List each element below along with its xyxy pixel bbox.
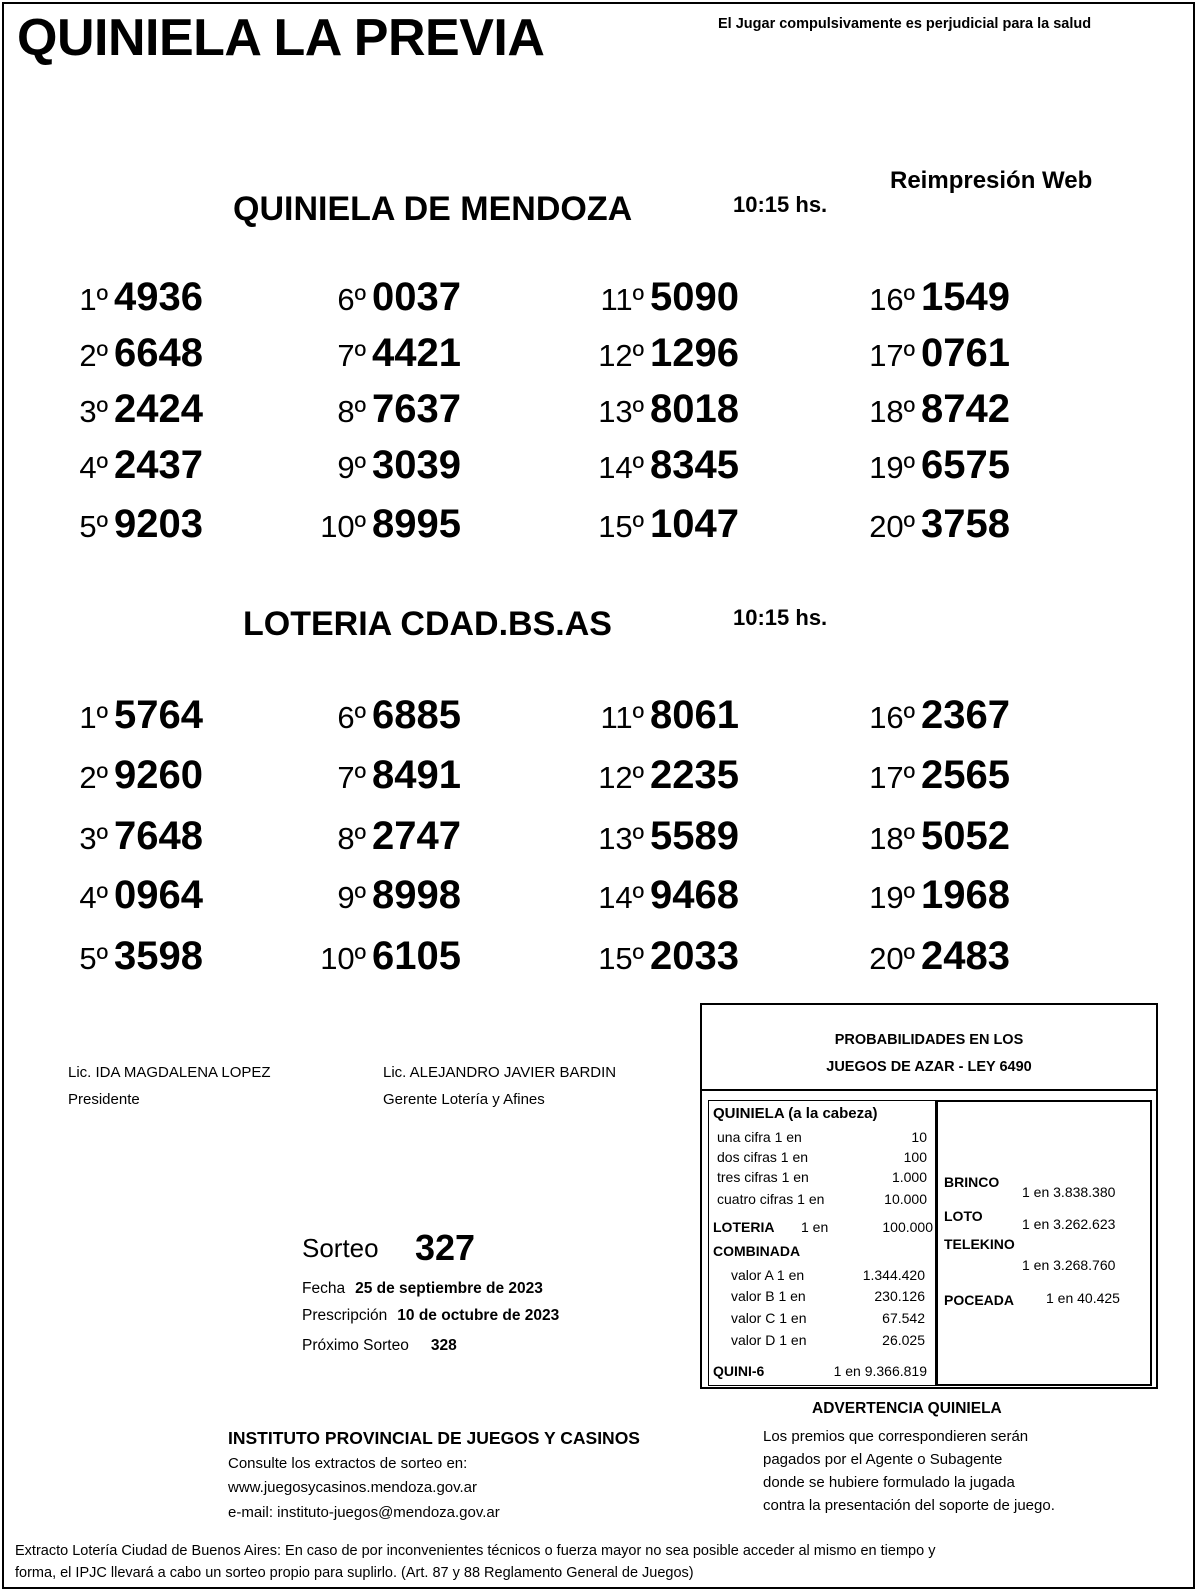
result-number: 2033 bbox=[650, 934, 739, 978]
quiniela-prob-label: una cifra 1 en bbox=[717, 1129, 802, 1145]
combinada-prob-label: valor D 1 en bbox=[731, 1332, 807, 1348]
signature-president bbox=[68, 1064, 271, 1108]
brinco-prob-label: BRINCO bbox=[944, 1174, 1000, 1190]
result-entry bbox=[869, 693, 1010, 738]
advertencia-line: pagados por el Agente o Subagente bbox=[763, 1451, 1003, 1468]
fecha-row bbox=[302, 1280, 543, 1298]
result-position: 14º bbox=[598, 880, 644, 915]
result-position: 5º bbox=[79, 941, 108, 976]
result-position: 8º bbox=[337, 394, 366, 429]
probabilities-title-2: JUEGOS DE AZAR - LEY 6490 bbox=[826, 1059, 1032, 1075]
result-number: 8345 bbox=[650, 443, 739, 487]
result-entry bbox=[869, 443, 1010, 488]
quiniela-prob-label: tres cifras 1 en bbox=[717, 1169, 809, 1185]
result-number: 5589 bbox=[650, 814, 739, 858]
result-entry bbox=[68, 693, 203, 738]
result-number: 8018 bbox=[650, 387, 739, 431]
result-number: 9468 bbox=[650, 873, 739, 917]
result-number: 1047 bbox=[650, 502, 739, 546]
result-position: 11º bbox=[600, 282, 644, 317]
result-number: 6575 bbox=[921, 443, 1010, 487]
proximo-label: Próximo Sorteo bbox=[302, 1337, 409, 1354]
result-position: 4º bbox=[79, 880, 108, 915]
quiniela-prob-value: 10.000 bbox=[884, 1191, 927, 1207]
result-number: 2424 bbox=[114, 387, 203, 431]
result-position: 4º bbox=[79, 450, 108, 485]
quiniela-prob-value: 10 bbox=[911, 1129, 927, 1145]
result-position: 11º bbox=[600, 700, 644, 735]
result-position: 16º bbox=[869, 282, 915, 317]
result-position: 12º bbox=[598, 338, 644, 373]
result-entry bbox=[326, 814, 461, 859]
combinada-prob-value: 230.126 bbox=[874, 1288, 925, 1304]
result-number: 2235 bbox=[650, 753, 739, 797]
result-entry bbox=[869, 753, 1010, 798]
result-number: 3039 bbox=[372, 443, 461, 487]
result-entry bbox=[869, 387, 1010, 432]
section-time-loteria: 10:15 hs. bbox=[733, 605, 828, 630]
quiniela-prob-title: QUINIELA (a la cabeza) bbox=[713, 1105, 878, 1122]
result-number: 2367 bbox=[921, 693, 1010, 737]
result-number: 8061 bbox=[650, 693, 739, 737]
result-number: 0964 bbox=[114, 873, 203, 917]
footer-note bbox=[15, 1540, 1185, 1584]
result-position: 15º bbox=[598, 509, 644, 544]
result-entry bbox=[68, 275, 203, 320]
probabilities-header bbox=[702, 1005, 1156, 1091]
probabilities-box bbox=[700, 1003, 1158, 1389]
result-position: 20º bbox=[869, 941, 915, 976]
institute-consult: Consulte los extractos de sorteo en: bbox=[228, 1455, 468, 1472]
result-position: 9º bbox=[337, 450, 366, 485]
section-title-loteria: LOTERIA CDAD.BS.AS bbox=[243, 605, 612, 643]
result-entry bbox=[68, 753, 203, 798]
result-position: 7º bbox=[337, 760, 366, 795]
result-position: 18º bbox=[869, 394, 915, 429]
result-number: 0037 bbox=[372, 275, 461, 319]
health-warning: El Jugar compulsivamente es perjudicial para la salud bbox=[718, 16, 1092, 32]
result-entry bbox=[326, 693, 461, 738]
result-number: 2437 bbox=[114, 443, 203, 487]
result-number: 5052 bbox=[921, 814, 1010, 858]
quiniela-prob-label: cuatro cifras 1 en bbox=[717, 1191, 825, 1207]
result-position: 6º bbox=[337, 282, 366, 317]
sorteo-label: Sorteo bbox=[302, 1233, 379, 1263]
fecha-label: Fecha bbox=[302, 1280, 346, 1297]
result-number: 2483 bbox=[921, 934, 1010, 978]
footer-line: forma, el IPJC llevará a cabo un sorteo propio para suplirlo. (Art. 87 y 88 Reglamento General de Juegos) bbox=[15, 1565, 694, 1581]
signature-name: Lic. IDA MAGDALENA LOPEZ bbox=[68, 1064, 271, 1081]
result-position: 19º bbox=[869, 450, 915, 485]
result-number: 6105 bbox=[372, 934, 461, 978]
signature-role: Presidente bbox=[68, 1091, 140, 1108]
result-position: 16º bbox=[869, 700, 915, 735]
advertencia-line: contra la presentación del soporte de juego. bbox=[763, 1497, 1055, 1514]
result-position: 3º bbox=[79, 821, 108, 856]
telekino-prob-value: 1 en 3.268.760 bbox=[1022, 1257, 1116, 1273]
signature-role: Gerente Lotería y Afines bbox=[383, 1091, 545, 1108]
quiniela-prob-value: 1.000 bbox=[891, 1169, 927, 1185]
result-number: 3758 bbox=[921, 502, 1010, 546]
result-number: 2565 bbox=[921, 753, 1010, 797]
loteria-prob-en: 1 en bbox=[801, 1219, 829, 1235]
result-entry bbox=[326, 387, 461, 432]
result-position: 2º bbox=[79, 338, 108, 373]
combinada-prob-value: 1.344.420 bbox=[862, 1267, 925, 1283]
institute-email[interactable]: e-mail: instituto-juegos@mendoza.gov.ar bbox=[228, 1504, 500, 1521]
page-title: QUINIELA LA PREVIA bbox=[17, 9, 545, 67]
probabilities-right bbox=[936, 1100, 1152, 1386]
result-position: 20º bbox=[869, 509, 915, 544]
quini6-prob-value: 1 en 9.366.819 bbox=[833, 1363, 927, 1379]
advertencia-line: donde se hubiere formulado la jugada bbox=[763, 1474, 1015, 1491]
result-entry bbox=[598, 387, 739, 432]
result-entry bbox=[869, 814, 1010, 859]
result-entry bbox=[600, 275, 739, 320]
combinada-prob-label: valor B 1 en bbox=[731, 1288, 806, 1304]
result-position: 1º bbox=[79, 282, 108, 317]
result-entry bbox=[68, 443, 203, 488]
result-entry bbox=[869, 502, 1010, 547]
result-number: 5090 bbox=[650, 275, 739, 319]
combinada-prob-label: valor C 1 en bbox=[731, 1310, 807, 1326]
probabilities-title-1: PROBABILIDADES EN LOS bbox=[834, 1032, 1024, 1048]
result-number: 1549 bbox=[921, 275, 1010, 319]
signature-name: Lic. ALEJANDRO JAVIER BARDIN bbox=[383, 1064, 617, 1081]
poceada-prob-value: 1 en 40.425 bbox=[1046, 1290, 1120, 1306]
result-number: 8995 bbox=[372, 502, 461, 546]
result-position: 17º bbox=[869, 338, 915, 373]
proximo-value: 328 bbox=[430, 1337, 457, 1354]
advertencia-text bbox=[763, 1425, 1143, 1517]
result-number: 7648 bbox=[114, 814, 203, 858]
sorteo-number: 327 bbox=[415, 1227, 476, 1268]
result-position: 8º bbox=[337, 821, 366, 856]
result-position: 17º bbox=[869, 760, 915, 795]
prescripcion-row bbox=[302, 1307, 559, 1325]
advertencia-title: ADVERTENCIA QUINIELA bbox=[812, 1400, 1002, 1417]
result-position: 5º bbox=[79, 509, 108, 544]
result-entry bbox=[68, 502, 203, 547]
quiniela-prob-value: 100 bbox=[903, 1149, 927, 1165]
result-position: 6º bbox=[337, 700, 366, 735]
result-number: 2747 bbox=[372, 814, 461, 858]
result-entry bbox=[320, 502, 461, 547]
result-number: 4936 bbox=[114, 275, 203, 319]
result-number: 3598 bbox=[114, 934, 203, 978]
combinada-prob-value: 67.542 bbox=[882, 1310, 925, 1326]
result-number: 8998 bbox=[372, 873, 461, 917]
result-position: 19º bbox=[869, 880, 915, 915]
result-entry bbox=[598, 873, 739, 918]
brinco-prob-value: 1 en 3.838.380 bbox=[1022, 1184, 1116, 1200]
result-position: 18º bbox=[869, 821, 915, 856]
reprint-label: Reimpresión Web bbox=[890, 167, 1093, 194]
telekino-prob-label: TELEKINO bbox=[944, 1236, 1015, 1252]
result-entry bbox=[68, 873, 203, 918]
poceada-prob-label: POCEADA bbox=[944, 1292, 1015, 1308]
result-position: 12º bbox=[598, 760, 644, 795]
result-entry bbox=[68, 331, 203, 376]
combinada-prob-value: 26.025 bbox=[882, 1332, 925, 1348]
result-entry bbox=[598, 753, 739, 798]
result-number: 1296 bbox=[650, 331, 739, 375]
combinada-prob-title: COMBINADA bbox=[713, 1243, 801, 1259]
result-position: 2º bbox=[79, 760, 108, 795]
result-position: 13º bbox=[598, 821, 644, 856]
section-time-mendoza: 10:15 hs. bbox=[733, 192, 828, 217]
result-number: 7637 bbox=[372, 387, 461, 431]
prescripcion-value: 10 de octubre de 2023 bbox=[397, 1307, 560, 1324]
result-entry bbox=[326, 873, 461, 918]
result-number: 6885 bbox=[372, 693, 461, 737]
result-entry bbox=[320, 934, 461, 979]
result-entry bbox=[68, 814, 203, 859]
result-entry bbox=[869, 934, 1010, 979]
result-entry bbox=[326, 753, 461, 798]
result-entry bbox=[326, 443, 461, 488]
footer-line: Extracto Lotería Ciudad de Buenos Aires: En caso de por inconvenientes técnicos o fuerza mayor no sea posible acceder al mismo en tiempo y bbox=[15, 1543, 936, 1559]
loteria-prob-value: 100.000 bbox=[882, 1219, 933, 1235]
result-entry bbox=[598, 331, 739, 376]
result-number: 8491 bbox=[372, 753, 461, 797]
result-number: 0761 bbox=[921, 331, 1010, 375]
result-number: 6648 bbox=[114, 331, 203, 375]
result-number: 8742 bbox=[921, 387, 1010, 431]
proximo-row bbox=[302, 1337, 457, 1355]
result-entry bbox=[68, 934, 203, 979]
result-entry bbox=[869, 873, 1010, 918]
section-title-mendoza: QUINIELA DE MENDOZA bbox=[233, 190, 633, 228]
loteria-prob-label: LOTERIA bbox=[713, 1219, 775, 1235]
loto-prob-value: 1 en 3.262.623 bbox=[1022, 1216, 1116, 1232]
result-number: 1968 bbox=[921, 873, 1010, 917]
loto-prob-label: LOTO bbox=[944, 1208, 983, 1224]
result-number: 9203 bbox=[114, 502, 203, 546]
fecha-value: 25 de septiembre de 2023 bbox=[355, 1280, 543, 1297]
institute-website[interactable]: www.juegosycasinos.mendoza.gov.ar bbox=[228, 1479, 478, 1496]
result-position: 15º bbox=[598, 941, 644, 976]
institute-title: INSTITUTO PROVINCIAL DE JUEGOS Y CASINOS bbox=[228, 1428, 640, 1448]
result-entry bbox=[869, 275, 1010, 320]
result-number: 4421 bbox=[372, 331, 461, 375]
probabilities-left bbox=[708, 1100, 936, 1386]
result-number: 9260 bbox=[114, 753, 203, 797]
result-position: 14º bbox=[598, 450, 644, 485]
quiniela-prob-label: dos cifras 1 en bbox=[717, 1149, 809, 1165]
result-entry bbox=[598, 443, 739, 488]
result-entry bbox=[600, 693, 739, 738]
result-number: 5764 bbox=[114, 693, 203, 737]
result-entry bbox=[598, 934, 739, 979]
quini6-prob-label: QUINI-6 bbox=[713, 1363, 765, 1379]
result-position: 10º bbox=[320, 941, 366, 976]
result-entry bbox=[598, 814, 739, 859]
result-position: 3º bbox=[79, 394, 108, 429]
result-position: 7º bbox=[337, 338, 366, 373]
result-position: 1º bbox=[79, 700, 108, 735]
result-position: 13º bbox=[598, 394, 644, 429]
result-entry bbox=[326, 275, 461, 320]
advertencia-line: Los premios que correspondieren serán bbox=[763, 1428, 1029, 1445]
combinada-prob-label: valor A 1 en bbox=[731, 1267, 805, 1283]
result-entry bbox=[598, 502, 739, 547]
result-entry bbox=[869, 331, 1010, 376]
result-entry bbox=[68, 387, 203, 432]
signature-manager bbox=[383, 1064, 616, 1108]
result-position: 9º bbox=[337, 880, 366, 915]
prescripcion-label: Prescripción bbox=[302, 1307, 388, 1324]
result-entry bbox=[326, 331, 461, 376]
result-position: 10º bbox=[320, 509, 366, 544]
